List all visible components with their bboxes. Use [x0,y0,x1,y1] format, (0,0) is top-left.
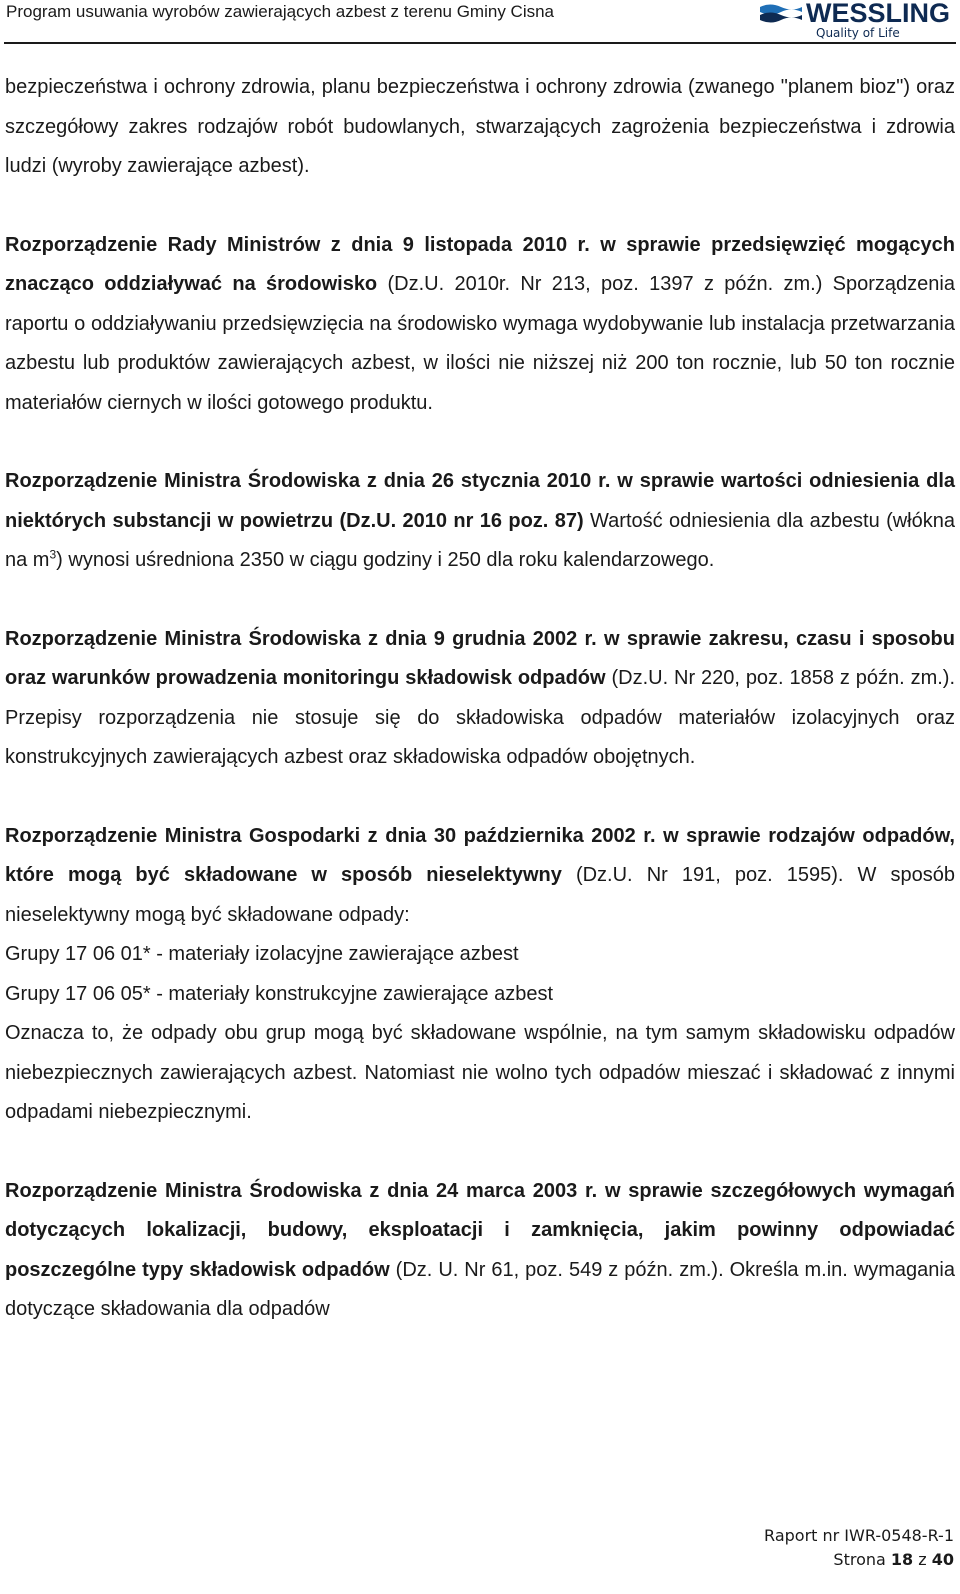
superscript: 3 [49,547,57,562]
regulation-title: Rozporządzenie Rady Ministrów z dnia 9 listopada 2010 r. w sprawie przedsięwzięć mogących znacząco oddziaływać na środowisko [5,233,955,295]
wessling-wave-logo-icon [760,3,802,25]
report-number: Raport nr IWR-0548-R-1 [764,1526,954,1545]
wessling-logo [760,0,956,40]
regulation-title: Rozporządzenie Ministra Środowiska z dnia 24 marca 2003 r. w sprawie szczegółowych wymagań dotyczących lokalizacji, budowy, eksploatacji i zamknięcia, jakim powinny odpowiadać poszczególne typy składowisk odpadów [5,1179,955,1281]
paragraph-explanation [5,1014,955,1133]
paragraph-text: Grupy 17 06 01* - materiały izolacyjne zawierające azbest [5,943,519,965]
page-label: Strona [833,1550,891,1569]
page-header [0,0,960,44]
logo-tagline: Quality of Life [816,26,900,40]
paragraph-bioz [5,68,955,187]
paragraph-regulation-monitoring [5,620,955,778]
paragraph-text: (Dz. U. Nr 61, poz. 549 z późn. zm.). Określa m.in. wymagania dotyczące składowania dla odpadów [5,1258,955,1320]
paragraph-regulation-nieselektywne [5,817,955,936]
page-total: 40 [931,1550,954,1569]
page-separator: z [913,1550,932,1569]
regulation-title: Rozporządzenie Ministra Środowiska z dnia 9 grudnia 2002 r. w sprawie zakresu, czasu i sposobu oraz warunków prowadzenia monitoringu składowisk odpadów [5,627,955,689]
paragraph-text: Wartość odniesienia dla azbestu (włókna na m [5,509,955,571]
paragraph-text: ) wynosi uśredniona 2350 w ciągu godziny i 250 dla roku kalendarzowego. [56,549,715,571]
paragraph-text: (Dz.U. 2010r. Nr 213, poz. 1397 z późn. zm.) Sporządzenia raportu o oddziaływaniu przedsięwzięcia na środowisko wymaga wydobywanie lub instalacja przetwarzania azbestu lub produktów zawierających azbest, w ilości nie niższej niż 200 ton rocznie, lub 50 ton rocznie materiałów ciernych w ilości gotowego produktu. [5,273,955,414]
paragraph-regulation-wartosci-odniesienia [5,462,955,581]
header-title: Program usuwania wyrobów zawierających azbest z terenu Gminy Cisna [6,2,555,21]
paragraph-text: (Dz.U. Nr 191, poz. 1595). W sposób nieselektywny mogą być składowane odpady: [5,864,956,926]
waste-group-line [5,975,955,1015]
paragraph-regulation-przedsiewziecia [5,226,955,424]
document-body [5,68,955,1330]
regulation-title: Rozporządzenie Ministra Środowiska z dnia 26 stycznia 2010 r. w sprawie wartości odniesienia dla niektórych substancji w powietrzu (Dz.U. 2010 nr 16 poz. 87) [5,470,955,532]
regulation-title: Rozporządzenie Ministra Gospodarki z dnia 30 października 2002 r. w sprawie rodzajów odpadów, które mogą być składowane w sposób nieselektywny [5,824,955,886]
paragraph-text: Grupy 17 06 05* - materiały konstrukcyjne zawierające azbest [5,982,554,1005]
logo-wordmark: WESSLING [806,0,951,28]
header-divider [4,42,956,44]
paragraph-text: Oznacza to, że odpady obu grup mogą być składowane wspólnie, na tym samym składowisku odpadów niebezpiecznych zawierających azbest. Natomiast nie wolno tych odpadów mieszać i składować z innymi odpadami niebezpiecznymi. [5,1022,955,1123]
paragraph-text: bezpieczeństwa i ochrony zdrowia, planu bezpieczeństwa i ochrony zdrowia (zwanego "planem bioz") oraz szczegółowy zakres rodzajów robót budowlanych, stwarzających zagrożenia bezpieczeństwa i zdrowia ludzi (wyroby zawierające azbest). [5,76,955,177]
page-number [764,1548,954,1572]
waste-group-line [5,935,955,975]
page-current: 18 [890,1550,914,1569]
paragraph-text: (Dz.U. Nr 220, poz. 1858 z późn. zm.). Przepisy rozporządzenia nie stosuje się do składowiska odpadów materiałów izolacyjnych oraz konstrukcyjnych zawierających azbest oraz składowiska odpadów obojętnych. [5,667,955,768]
page-footer [764,1524,954,1572]
paragraph-regulation-skladowiska [5,1172,955,1330]
